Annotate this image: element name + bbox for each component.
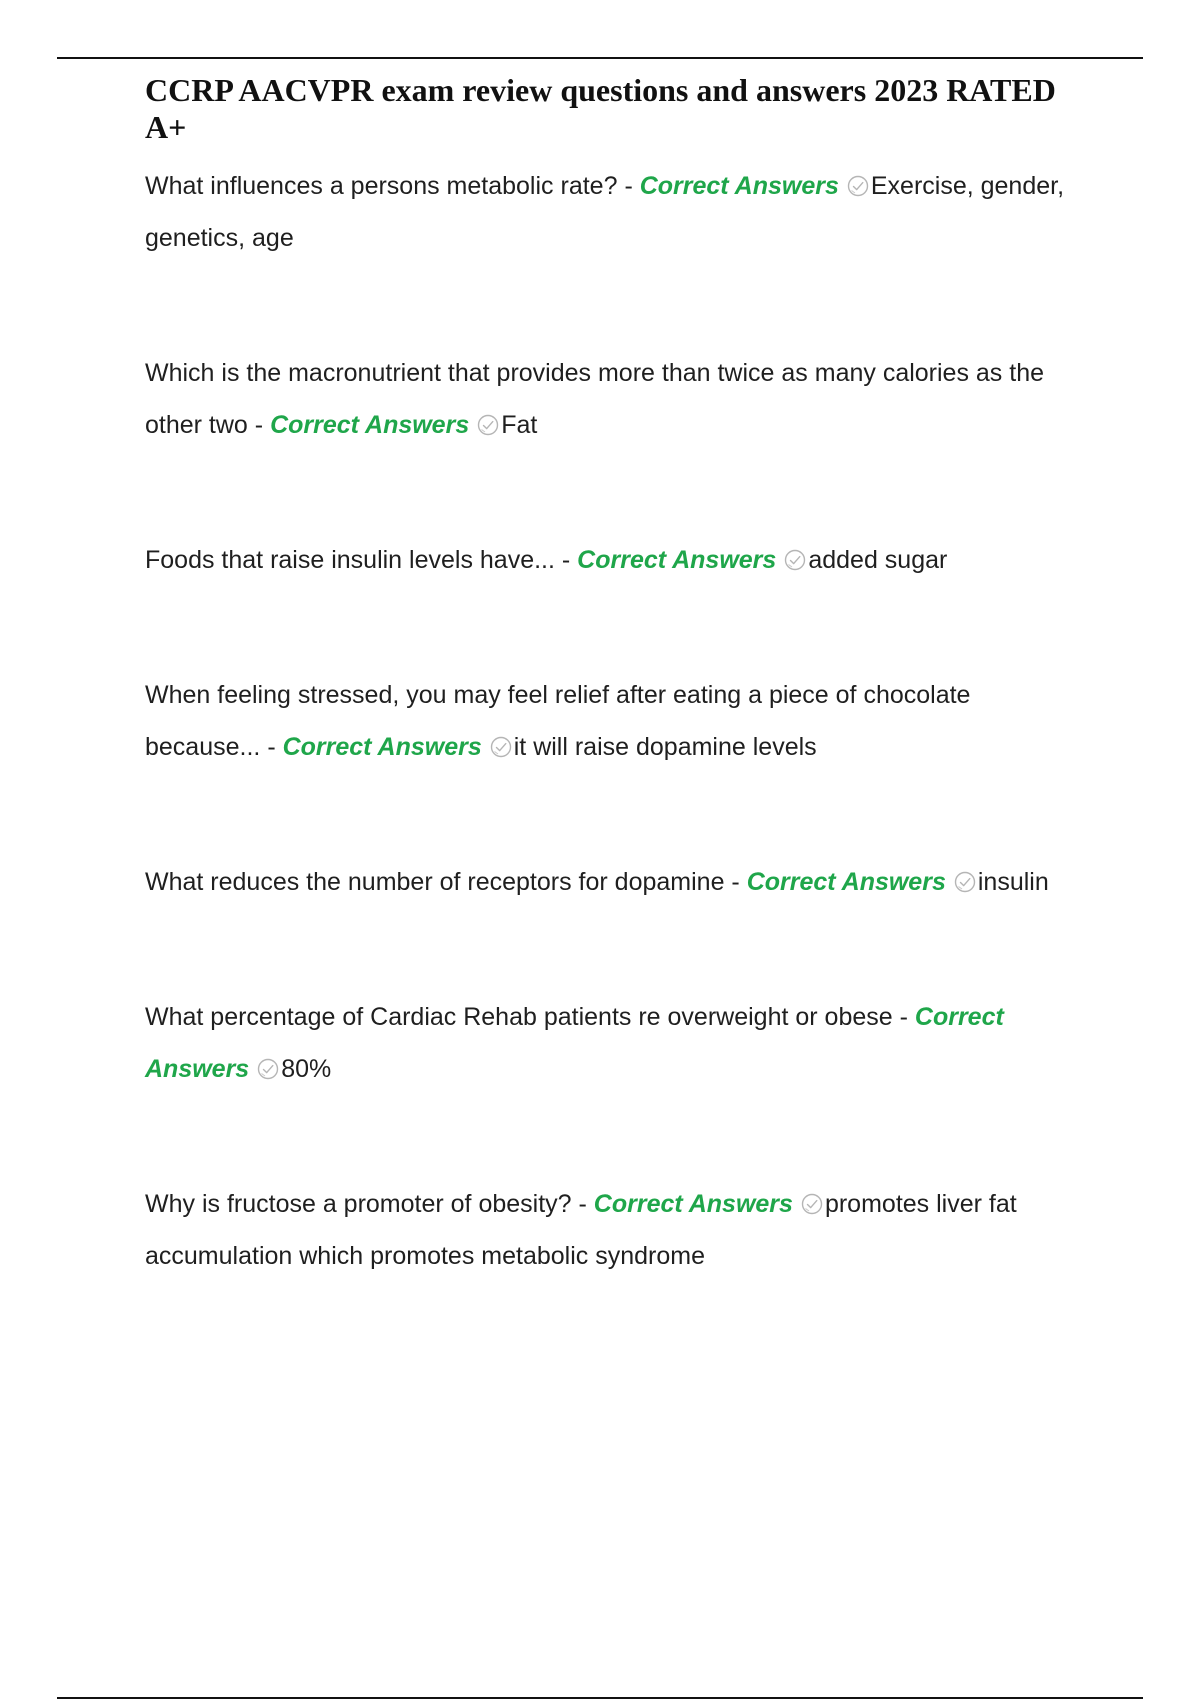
qa-item [145,347,1085,451]
question-text: Foods that raise insulin levels have... [145,546,555,574]
question-text: What percentage of Cardiac Rehab patients re overweight or obese [145,1003,893,1031]
correct-answers-label: Correct Answers [145,1003,1004,1083]
correct-answers-label: Correct Answers [270,411,470,439]
separator: - [624,172,633,200]
qa-list [145,160,1085,1282]
check-circle-icon [954,871,976,893]
separator: - [899,1003,908,1031]
answer-text: it will raise dopamine levels [513,733,817,761]
answer-text: added sugar [808,546,948,574]
top-rule [57,57,1143,59]
check-circle-icon [490,736,512,758]
question-text: Which is the macronutrient that provides more than twice as many calories as the other two [145,359,1045,439]
separator: - [561,546,571,574]
answer-text: 80% [281,1055,332,1083]
qa-item [145,1178,1085,1282]
check-circle-icon [784,549,806,571]
correct-answers-label: Correct Answers [593,1190,793,1218]
question-text: What influences a persons metabolic rate? [145,172,618,200]
qa-item [145,160,1085,264]
answer-text: promotes liver fat accumulation which promotes metabolic syndrome [145,1190,1017,1270]
separator: - [578,1190,587,1218]
qa-item [145,534,1085,586]
separator: - [267,733,276,761]
question-text: Why is fructose a promoter of obesity? [145,1190,572,1218]
answer-text: Fat [501,411,538,439]
check-circle-icon [477,414,499,436]
check-circle-icon [257,1058,279,1080]
separator: - [731,868,740,896]
check-circle-icon [801,1193,823,1215]
question-text: When feeling stressed, you may feel relief after eating a piece of chocolate because... [145,681,971,761]
separator: - [254,411,264,439]
qa-item [145,991,1085,1095]
qa-item [145,669,1085,773]
correct-answers-label: Correct Answers [746,868,946,896]
correct-answers-label: Correct Answers [577,546,777,574]
bottom-rule [57,1697,1143,1699]
correct-answers-label: Correct Answers [282,733,482,761]
check-circle-icon [847,175,869,197]
answer-text: Exercise, gender, genetics, age [145,172,1065,252]
qa-item [145,856,1085,908]
document-body [145,72,1085,1282]
correct-answers-label: Correct Answers [639,172,839,200]
document-title: CCRP AACVPR exam review questions and answers 2023 RATED A+ [145,72,1056,145]
question-text: What reduces the number of receptors for dopamine [145,868,725,896]
answer-text: insulin [977,868,1049,896]
